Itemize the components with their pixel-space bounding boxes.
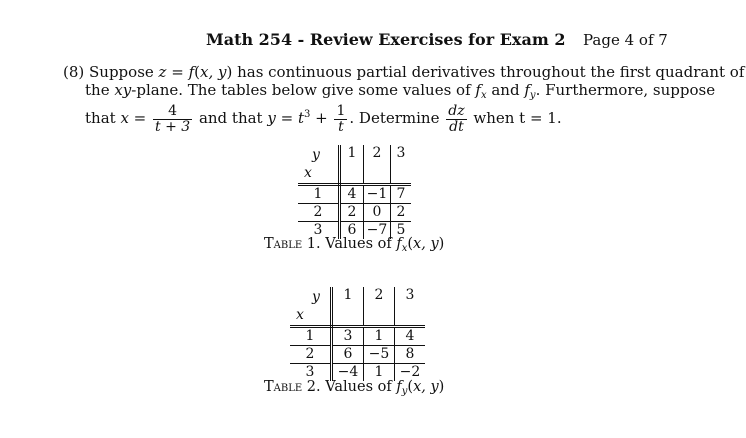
table-cell: −5 — [364, 346, 395, 364]
table-cell: 4 — [340, 185, 364, 204]
table-cell: −4 — [337, 364, 359, 380]
row-header: 3 — [290, 364, 332, 382]
col-header: 2 — [364, 287, 395, 327]
table-cell: −2 — [395, 364, 426, 382]
table-cell: 1 — [364, 364, 395, 382]
page-title: Math 254 - Review Exercises for Exam 2 — [206, 30, 566, 49]
table-cell: 3 — [332, 327, 364, 346]
problem-number: (8) — [63, 63, 85, 81]
table-row — [298, 185, 411, 204]
table-row — [290, 327, 425, 346]
x-fraction: $\frac{4}{t + 3}$ — [155, 102, 191, 135]
col-header: 2 — [364, 145, 391, 185]
table-cell: −7 — [364, 222, 391, 240]
table-fy — [290, 287, 425, 381]
col-header: 3 — [395, 287, 426, 327]
table-2-caption: Table 2. Values of $f_y(x$, y) — [264, 379, 445, 397]
row-header: 2 — [298, 204, 340, 222]
table-cell: 7 — [391, 185, 412, 204]
y-fraction: $\frac{1}{t}$ — [336, 102, 346, 135]
table-corner: y x — [290, 287, 332, 327]
col-header: 1 — [332, 287, 364, 327]
row-header: 3 — [298, 222, 340, 240]
table-cell: 8 — [395, 346, 426, 364]
table-cell: 6 — [347, 222, 357, 238]
problem-line-2: the xy-plane. The tables below give some values of $f_x$ and $f_y$. Furthermore, suppose — [85, 81, 716, 101]
problem-line-3: that x = $\frac{4}{t + 3}$ and that $y = t^3$ + $\frac{1}{t}$ . Determine $\frac{dz}{dt}$ when t = 1. — [85, 102, 562, 135]
table-cell: 2 — [391, 204, 412, 222]
table-cell: 4 — [395, 327, 426, 346]
table-cell: 2 — [340, 204, 364, 222]
col-header: 1 — [340, 145, 364, 185]
row-header: 2 — [290, 346, 332, 364]
table-1-caption: Table 1. Values of $f_x(x$, y) — [264, 236, 445, 254]
table-fx — [298, 145, 411, 239]
problem-line-1: (8) Suppose z = f(x, y) has continuous partial derivatives throughout the first quadrant of — [63, 63, 745, 81]
table-corner: y x — [298, 145, 340, 185]
table-cell: 6 — [332, 346, 364, 364]
row-header: 1 — [298, 185, 340, 204]
dz-dt-fraction: $\frac{dz}{dt}$ — [448, 102, 465, 135]
col-header: 3 — [391, 145, 412, 185]
table-cell: 1 — [364, 327, 395, 346]
row-header: 1 — [290, 327, 332, 346]
table-cell: 5 — [391, 222, 412, 240]
table-cell: −1 — [364, 185, 391, 204]
table-cell: 0 — [364, 204, 391, 222]
page-number: Page 4 of 7 — [583, 31, 668, 49]
table-row — [290, 346, 425, 364]
table-row — [298, 204, 411, 222]
